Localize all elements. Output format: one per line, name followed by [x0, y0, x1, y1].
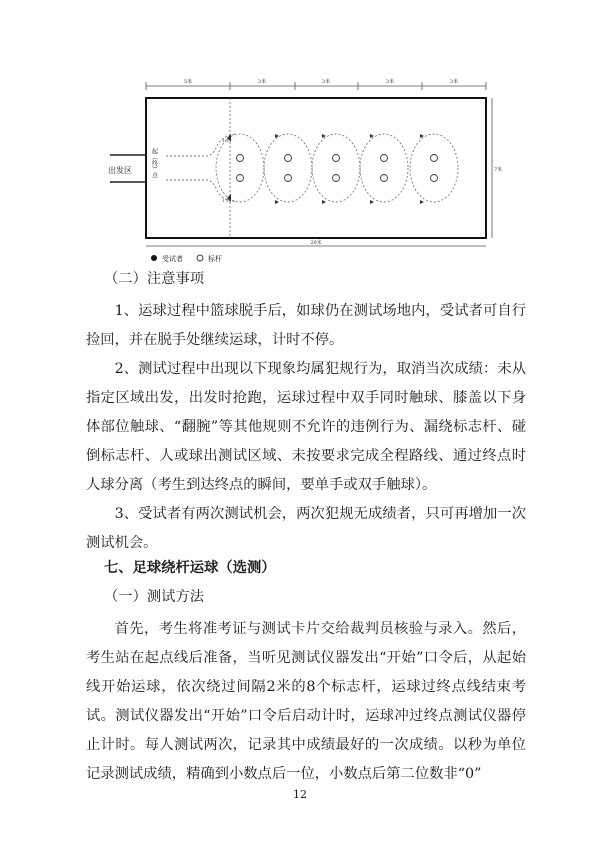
route-path: [166, 98, 458, 238]
pole-legend-icon: [197, 255, 203, 261]
note-item-1: 1、运球过程中篮球脱手后，如球仍在测试场地内，受试者可自行捡回，并在脱手处继续运球，计时不停。: [86, 303, 526, 348]
tester-legend-icon: [151, 255, 157, 261]
dim-top-3: 3米: [321, 79, 331, 85]
dim-left-bottom: 1米: [222, 199, 230, 204]
dim-top-1: 5米: [183, 79, 193, 85]
dim-top-2: 3米: [257, 79, 267, 85]
dim-top-5: 3米: [449, 79, 459, 85]
start-zone-label: 出发区: [108, 166, 132, 175]
method-heading: （一）测试方法: [104, 589, 205, 605]
start-line-label: 起（终）点: [150, 148, 158, 178]
section-seven-heading: 七、足球绕杆运球（选测）: [104, 560, 276, 576]
dim-left-top: 1米: [222, 139, 230, 144]
method-paragraph: 首先，考生将准考证与测试卡片交给裁判员核验与录入。然后，考生站在起点线后准备，当听见测试仪器发出“开始”口令后，从起始线开始运球，依次绕过间隔2米的8个标志杆，运球过终点线结束考试。测试仪器发出“开始”口令后启动计时，运球冲过终点测试仪器停止计时。每人测试两次，记录其中成绩最好的一次成绩。以秒为单位记录测试成绩，精确到小数点后一位，小数点后第二位数非“0”: [86, 621, 526, 782]
route-arrows: [227, 134, 424, 204]
dim-top-4: 3米: [385, 79, 395, 85]
court-diagram: [100, 70, 503, 265]
legend-tester: 受试者: [162, 255, 183, 263]
note-item-3: 3、受试者有两次测试机会，两次犯规无成绩者，只可再增加一次测试机会。: [86, 506, 526, 551]
page-number: 12: [293, 788, 307, 801]
legend-pole: 标杆: [208, 255, 222, 263]
court-boundary: [146, 98, 486, 238]
notes-heading: （二）注意事项: [104, 271, 205, 287]
note-item-2: 2、测试过程中出现以下现象均属犯规行为，取消当次成绩：未从指定区域出发，出发时抢跑，运球过程中双手同时触球、膝盖以下身体部位触球、“翻腕”等其他规则不允许的违例行为、漏绕标志杆、碰倒标志杆、人或球出测试区域、未按要求完成全程路线、通过终点时人球分离（考生到达终点的瞬间，要单手或双手触球）。: [86, 361, 526, 493]
dim-right: 7米: [494, 167, 503, 173]
dim-bottom: 20米: [310, 240, 322, 246]
